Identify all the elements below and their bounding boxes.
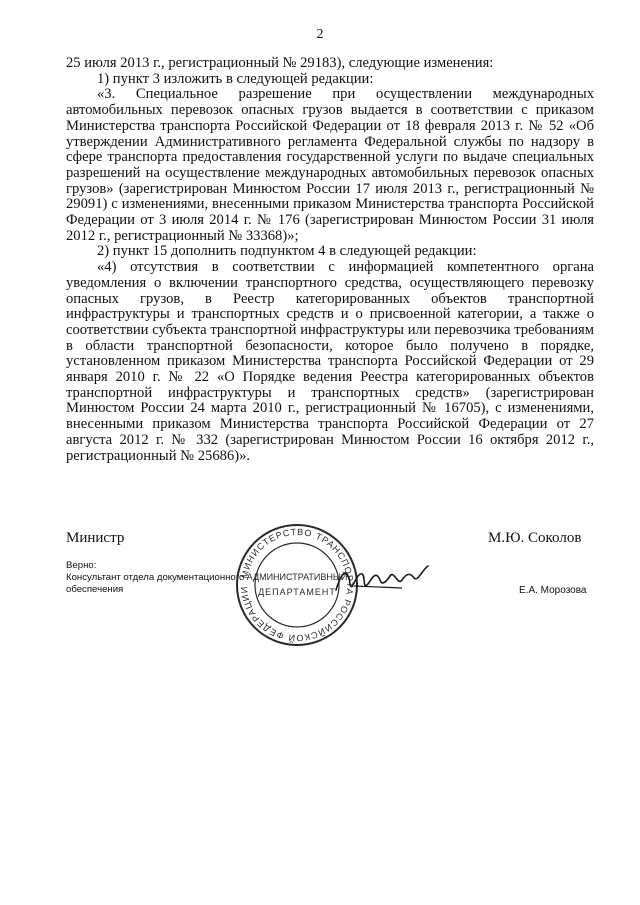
seal-inner-ring: [255, 543, 339, 627]
seal-center-line2: ДЕПАРТАМЕНТ: [258, 587, 336, 597]
handwritten-signature: [332, 560, 432, 600]
signatory-name: М.Ю. Соколов: [488, 530, 582, 546]
certifier-position-line2: обеспечения: [66, 584, 124, 595]
paragraph: «4) отсутствия в соответствии с информацией компетентного органа уведомления о включении транспортного средства, осуществляющего перевозку опасных грузов, в Реестр категорированных объектов транспортной инфраструктуры и транспортных средств и о присвоенной категории, а также о соответствии субъекта транспортной инфраструктуры или перевозчика требованиям в области транспортной безопасности, которое было получено в порядке, установленном приказом Министерства транспорта Российской Федерации от 29 января 2010 г. № 22 «О Порядке ведения Реестра категорированных объектов транспортной инфраструктуры и транспортных средств» (зарегистрирован Минюстом России 24 марта 2010 г., регистрационный № 16705), с изменениями, внесенными приказом Министерства транспорта Российской Федерации от 27 августа 2012 г. № 332 (зарегистрирован Минюстом России 16 октября 2012 г., регистрационный № 25686)».: [66, 259, 594, 464]
seal-center-line1: АДМИНИСТРАТИВНЫЙ: [246, 572, 348, 582]
paragraph: 1) пункт 3 изложить в следующей редакции:: [97, 70, 374, 87]
document-body: [66, 56, 594, 464]
paragraph: «3. Специальное разрешение при осуществлении международных автомобильных перевозок опасных грузов выдается в соответствии с приказом Министерства транспорта Российской Федерации от 18 февраля 2013 г. № 52 «Об утверждении Административного регламента Федеральной службы по надзору в сфере транспорта предоставления государственной услуги по выдаче специальных разрешений на осуществление международных автомобильных перевозок опасных грузов» (зарегистрирован Минюстом России 17 июля 2013 г., регистрационный № 29091) с изменениями, внесенными приказом Министерства транспорта Российской Федерации от 3 июля 2014 г. № 176 (зарегистрирован Минюстом России 31 июля 2012 г., регистрационный № 33368)»;: [66, 86, 594, 244]
seal-ring-text: МИНИСТЕРСТВО ТРАНСПОРТА РОССИЙСКОЙ ФЕДЕРАЦИИ: [238, 526, 356, 644]
page-number: 2: [316, 27, 324, 42]
verno-label: Верно:: [66, 560, 97, 571]
certifier-name: Е.А. Морозова: [519, 585, 587, 596]
signatory-title: Министр: [66, 530, 125, 546]
paragraph: 2) пункт 15 дополнить подпунктом 4 в следующей редакции:: [97, 243, 477, 260]
paragraph: 25 июля 2013 г., регистрационный № 29183), следующие изменения:: [66, 55, 494, 71]
certifier-position-line1: Консультант отдела документационного: [66, 572, 245, 583]
